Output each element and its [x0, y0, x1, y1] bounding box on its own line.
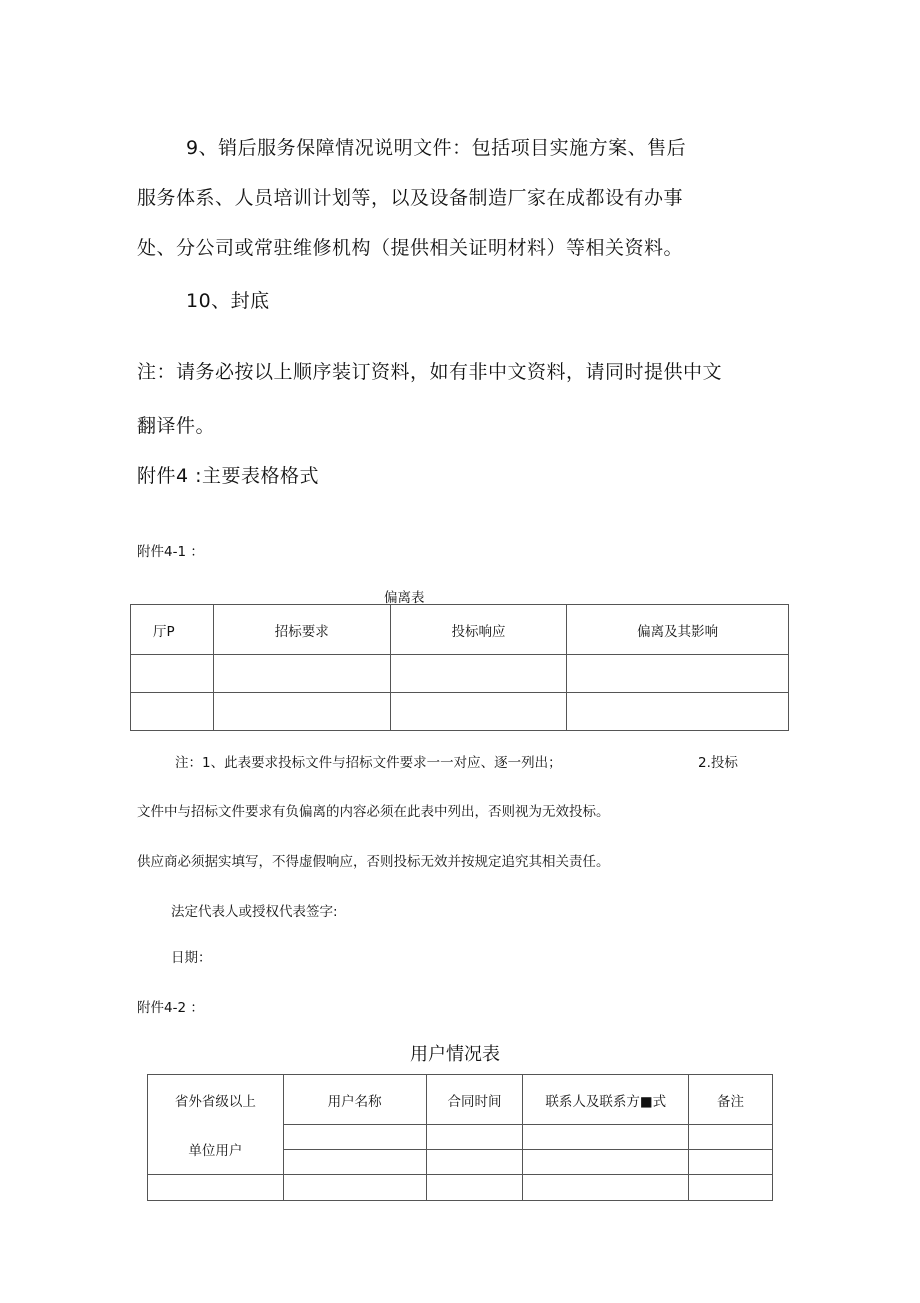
table-cell — [213, 693, 390, 731]
table-cell — [689, 1175, 773, 1201]
table-cell — [689, 1150, 773, 1175]
deviation-note-line2: 文件中与招标文件要求有负偏离的内容必须在此表中列出，否则视为无效投标。 — [137, 804, 610, 820]
table-header-cell: 投标响应 — [390, 605, 567, 655]
item9-line3: 处、分公司或常驻维修机构（提供相关证明材料）等相关资料。 — [137, 237, 684, 259]
table-cell — [131, 655, 214, 693]
table-header-row — [148, 1075, 773, 1125]
table-row — [131, 693, 789, 731]
table-cell — [390, 655, 567, 693]
table-header-cell: 用户名称 — [283, 1075, 426, 1125]
deviation-table-title: 偏离表 — [384, 590, 425, 606]
table-header-cell: 备注 — [689, 1075, 773, 1125]
signature-label: 法定代表人或授权代表签字: — [171, 904, 338, 920]
table-cell — [567, 693, 789, 731]
note-line2: 翻译件。 — [137, 415, 216, 437]
item9-line2: 服务体系、人员培训计划等，以及设备制造厂家在成都设有办事 — [137, 187, 684, 209]
table-cell — [283, 1175, 426, 1201]
table-row — [148, 1175, 773, 1201]
table-cell — [523, 1150, 689, 1175]
deviation-note-line3: 供应商必须据实填写，不得虚假响应，否则投标无效并按规定追究其相关责任。 — [137, 854, 610, 870]
item9-line1: 9、销后服务保障情况说明文件：包括项目实施方案、售后 — [186, 137, 687, 159]
table-header-cell: 合同时间 — [426, 1075, 523, 1125]
table-cell — [283, 1150, 426, 1175]
user-table-title: 用户情况表 — [410, 1044, 500, 1065]
table-cell — [390, 693, 567, 731]
table-header-cell: 偏离及其影响 — [567, 605, 789, 655]
attachment4-1-label: 附件4-1 ： — [137, 544, 204, 560]
table-cell — [426, 1150, 523, 1175]
deviation-table — [130, 604, 789, 731]
deviation-note-line1-right: 2.投标 — [698, 755, 738, 771]
table-cell — [689, 1125, 773, 1150]
table-cell — [148, 1175, 284, 1201]
table-header-cell: 厅P — [131, 605, 214, 655]
item10: 10、封底 — [186, 290, 270, 312]
attachment4-2-label: 附件4-2 ： — [137, 1000, 204, 1016]
table-cell — [131, 693, 214, 731]
table-cell — [283, 1125, 426, 1150]
deviation-note-line1: 注：1、此表要求投标文件与招标文件要求一一对应、逐一列出； — [175, 755, 562, 771]
attachment4-title: 附件4 :主要表格格式 — [137, 465, 320, 487]
user-table — [147, 1074, 773, 1201]
table-cell — [213, 655, 390, 693]
table-row — [148, 1125, 773, 1150]
row-label-top: 省外省级以上 — [148, 1075, 284, 1125]
table-row — [131, 655, 789, 693]
note-line1: 注：请务必按以上顺序装订资料，如有非中文资料，请同时提供中文 — [137, 361, 723, 383]
table-cell — [523, 1125, 689, 1150]
row-label-bottom: 单位用户 — [148, 1125, 284, 1175]
table-header-cell: 联系人及联系方■式 — [523, 1075, 689, 1125]
table-cell — [426, 1125, 523, 1150]
table-header-cell: 招标要求 — [213, 605, 390, 655]
table-cell — [426, 1175, 523, 1201]
date-label: 日期： — [171, 950, 212, 966]
table-cell — [567, 655, 789, 693]
table-cell — [523, 1175, 689, 1201]
table-header-row — [131, 605, 789, 655]
